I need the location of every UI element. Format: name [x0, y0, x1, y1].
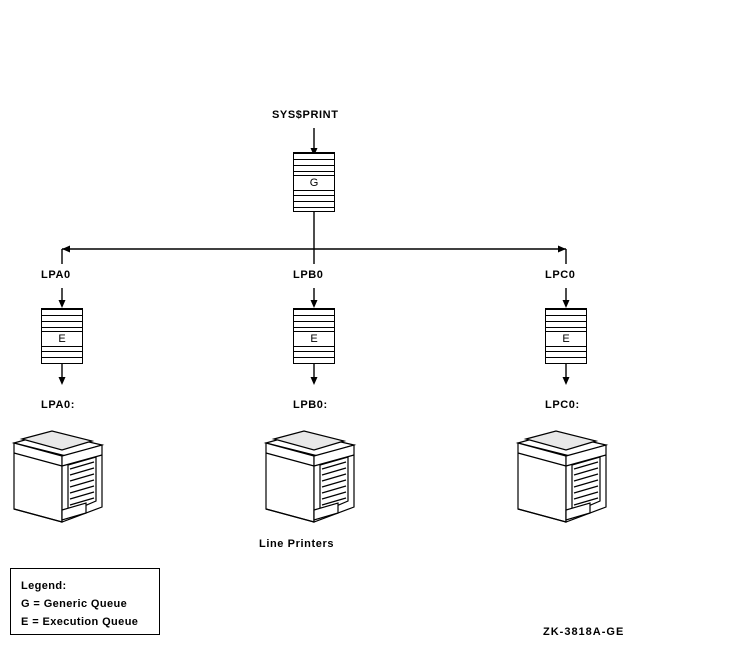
legend-box [10, 568, 160, 635]
legend-entry-generic: G = Generic Queue [21, 598, 128, 610]
device-label-2: LPC0: [545, 399, 580, 411]
diagram-caption: Line Printers [259, 538, 335, 550]
device-label-0: LPA0: [41, 399, 75, 411]
line-printer-icon-2 [510, 415, 622, 515]
execution-queue-box-1 [293, 308, 335, 364]
generic-queue-box [293, 152, 335, 212]
branch-queue-label-0: LPA0 [41, 269, 71, 281]
legend-entry-execution: E = Execution Queue [21, 616, 139, 628]
execution-queue-box-0 [41, 308, 83, 364]
execution-queue-letter-1: E [294, 331, 334, 347]
generic-queue-letter: G [294, 175, 334, 191]
device-label-1: LPB0: [293, 399, 328, 411]
branch-queue-label-1: LPB0 [293, 269, 324, 281]
execution-queue-letter-0: E [42, 331, 82, 347]
execution-queue-box-2 [545, 308, 587, 364]
root-queue-label: SYS$PRINT [272, 109, 339, 121]
execution-queue-letter-2: E [546, 331, 586, 347]
line-printer-icon-0 [6, 415, 118, 515]
line-printer-icon-1 [258, 415, 370, 515]
branch-queue-label-2: LPC0 [545, 269, 576, 281]
legend-title: Legend: [21, 580, 67, 592]
figure-code: ZK-3818A-GE [543, 626, 625, 638]
